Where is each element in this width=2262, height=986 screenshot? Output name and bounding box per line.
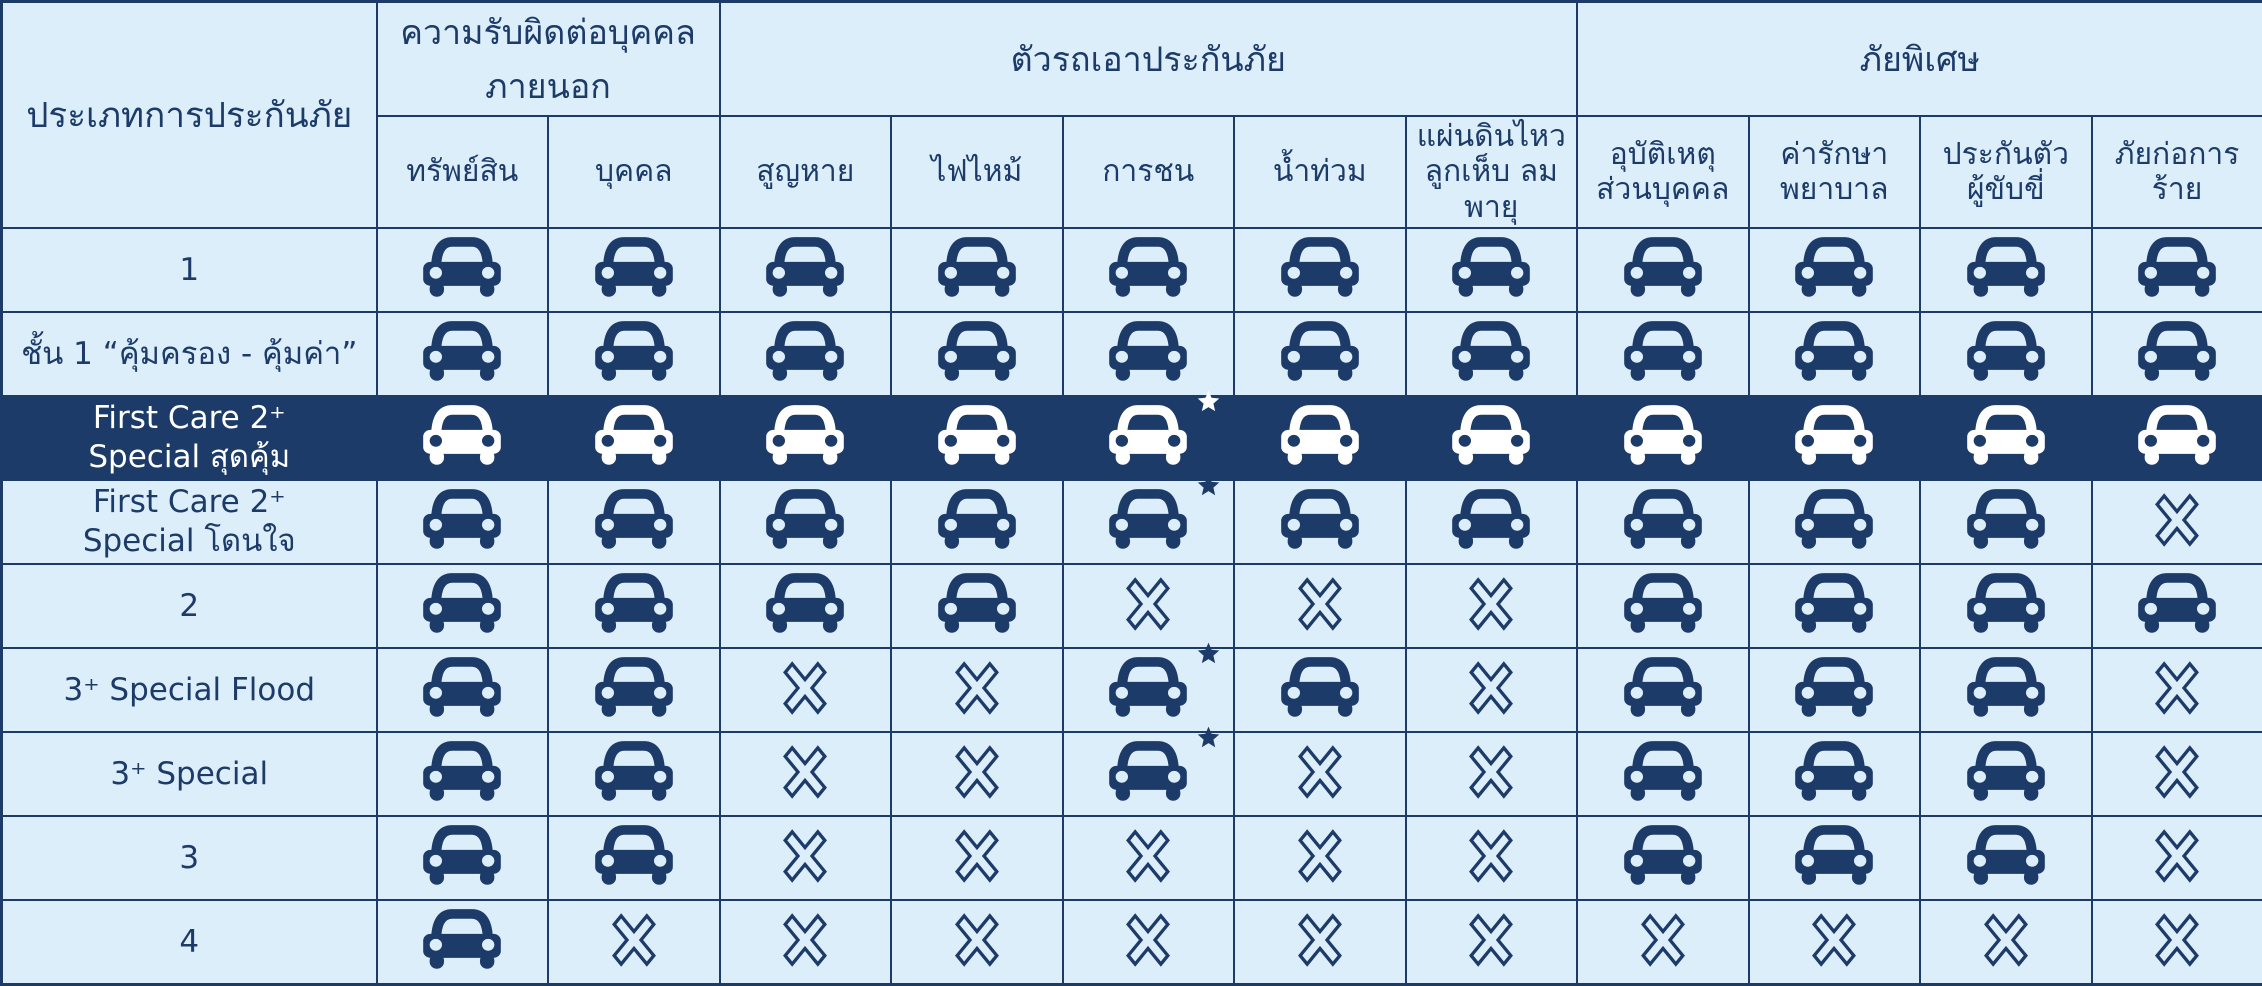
car-icon: [2131, 567, 2223, 641]
car-icon: [1102, 315, 1194, 389]
cross-icon: [1463, 654, 1519, 722]
cross-icon: [2149, 654, 2205, 722]
coverage-cell: [891, 480, 1063, 564]
row-label: [2, 900, 377, 985]
coverage-cell: [1234, 228, 1406, 312]
coverage-cell: [548, 648, 720, 732]
car-icon: [931, 483, 1023, 557]
coverage-cell: [1406, 396, 1578, 480]
coverage-cell: [1063, 648, 1235, 732]
coverage-cell: [1406, 648, 1578, 732]
column-header-line: อุบัติเหตุ: [1580, 137, 1746, 172]
coverage-cell: [1234, 900, 1406, 985]
car-icon: [1788, 651, 1880, 725]
car-icon: [1274, 231, 1366, 305]
coverage-cell: [2092, 732, 2262, 816]
coverage-cell: [2092, 900, 2262, 985]
row-label: [2, 648, 377, 732]
car-icon: [588, 315, 680, 389]
cross-icon: [949, 654, 1005, 722]
table-row: [2, 396, 2262, 480]
coverage-cell: [2092, 312, 2262, 396]
column-header-6: [1406, 116, 1578, 228]
coverage-cell: [1749, 900, 1921, 985]
coverage-cell: [1749, 480, 1921, 564]
column-header-10: [2092, 116, 2262, 228]
coverage-cell: [891, 396, 1063, 480]
star-icon: [1196, 389, 1221, 414]
coverage-cell: [1577, 564, 1749, 648]
car-icon: [931, 567, 1023, 641]
coverage-cell: [891, 732, 1063, 816]
coverage-cell: [377, 312, 549, 396]
coverage-cell: [1406, 312, 1578, 396]
coverage-cell: [1577, 648, 1749, 732]
cross-icon: [1978, 906, 2034, 974]
cross-icon: [1463, 570, 1519, 638]
coverage-cell: [548, 480, 720, 564]
car-icon: [416, 819, 508, 893]
coverage-cell: [891, 900, 1063, 985]
column-header-0: [377, 116, 549, 228]
coverage-cell: [377, 732, 549, 816]
car-icon: [1788, 399, 1880, 473]
column-header-line: พยาบาล: [1752, 172, 1918, 207]
coverage-cell: [1063, 564, 1235, 648]
car-icon: [2131, 399, 2223, 473]
column-header-line: ทรัพย์สิน: [380, 154, 546, 189]
cross-icon: [1120, 570, 1176, 638]
row-label: [2, 816, 377, 900]
table-row: [2, 648, 2262, 732]
car-icon: [1788, 735, 1880, 809]
coverage-cell: [548, 732, 720, 816]
car-icon: [416, 399, 508, 473]
coverage-cell: [720, 564, 892, 648]
coverage-cell: [1920, 900, 2092, 985]
coverage-cell: [1063, 312, 1235, 396]
row-label-line: 3⁺ Special Flood: [5, 671, 374, 710]
car-icon: [416, 903, 508, 977]
row-label: [2, 732, 377, 816]
cross-icon: [1806, 906, 1862, 974]
column-header-line: ค่ารักษา: [1752, 137, 1918, 172]
car-icon: [1617, 399, 1709, 473]
coverage-cell: [1234, 396, 1406, 480]
car-icon: [1960, 315, 2052, 389]
cross-icon: [1292, 738, 1348, 806]
coverage-cell: [1920, 816, 2092, 900]
cross-icon: [949, 906, 1005, 974]
column-header-8: [1749, 116, 1921, 228]
car-icon: [1617, 651, 1709, 725]
row-label-line: Special โดนใจ: [5, 522, 374, 561]
coverage-cell: [1406, 732, 1578, 816]
car-icon: [588, 483, 680, 557]
car-icon: [1445, 315, 1537, 389]
coverage-cell: [1063, 732, 1235, 816]
group-header-third-party-liability: ความรับผิดต่อบุคคลภายนอก: [377, 2, 720, 117]
coverage-cell: [1749, 816, 1921, 900]
car-icon: [1960, 651, 2052, 725]
column-header-1: [548, 116, 720, 228]
coverage-cell: [1063, 228, 1235, 312]
coverage-cell: [891, 564, 1063, 648]
car-icon: [1960, 399, 2052, 473]
cross-icon: [2149, 906, 2205, 974]
row-label: [2, 228, 377, 312]
table-row: [2, 900, 2262, 985]
coverage-cell: [1920, 564, 2092, 648]
car-icon: [1617, 483, 1709, 557]
cross-icon: [1120, 822, 1176, 890]
car-icon: [416, 735, 508, 809]
coverage-cell: [1406, 480, 1578, 564]
car-icon: [588, 819, 680, 893]
car-icon: [2131, 231, 2223, 305]
group-header-row: [2, 2, 2262, 117]
car-icon: [1960, 819, 2052, 893]
cross-icon: [1463, 822, 1519, 890]
coverage-cell: [548, 396, 720, 480]
cross-icon: [949, 738, 1005, 806]
row-label-line: 3: [5, 839, 374, 878]
coverage-cell: [1234, 816, 1406, 900]
coverage-cell: [548, 564, 720, 648]
coverage-cell: [1063, 900, 1235, 985]
row-label-line: 4: [5, 923, 374, 962]
car-with-star-icon: [1102, 483, 1194, 557]
column-header-line: ผู้ขับขี่: [1923, 172, 2089, 207]
coverage-cell: [1749, 648, 1921, 732]
coverage-cell: [2092, 228, 2262, 312]
row-label-line: 1: [5, 251, 374, 290]
car-icon: [931, 315, 1023, 389]
table-row: [2, 732, 2262, 816]
table-row: [2, 228, 2262, 312]
car-icon: [1788, 567, 1880, 641]
coverage-cell: [1749, 564, 1921, 648]
coverage-cell: [2092, 480, 2262, 564]
column-header-7: [1577, 116, 1749, 228]
car-icon: [1617, 735, 1709, 809]
table-row: [2, 564, 2262, 648]
cross-icon: [1635, 906, 1691, 974]
car-icon: [1960, 231, 2052, 305]
cross-icon: [777, 654, 833, 722]
car-icon: [1274, 483, 1366, 557]
column-header-line: สูญหาย: [723, 154, 889, 189]
car-icon: [588, 735, 680, 809]
coverage-cell: [1920, 396, 2092, 480]
coverage-cell: [1234, 312, 1406, 396]
column-header-9: [1920, 116, 2092, 228]
cross-icon: [2149, 486, 2205, 554]
row-label-line: Special สุดคุ้ม: [5, 438, 374, 477]
row-label: [2, 480, 377, 564]
cross-icon: [606, 906, 662, 974]
car-icon: [759, 567, 851, 641]
coverage-cell: [891, 312, 1063, 396]
coverage-cell: [1577, 228, 1749, 312]
car-icon: [1960, 735, 2052, 809]
coverage-cell: [1406, 816, 1578, 900]
coverage-cell: [720, 900, 892, 985]
car-icon: [759, 399, 851, 473]
car-with-star-icon: [1102, 735, 1194, 809]
cross-icon: [949, 822, 1005, 890]
cross-icon: [1292, 570, 1348, 638]
coverage-cell: [720, 228, 892, 312]
car-icon: [1788, 231, 1880, 305]
car-icon: [416, 315, 508, 389]
cross-icon: [2149, 822, 2205, 890]
column-header-line: ส่วนบุคคล: [1580, 172, 1746, 207]
coverage-cell: [720, 480, 892, 564]
column-header-line: การชน: [1066, 154, 1232, 189]
star-icon: [1196, 641, 1221, 666]
car-with-star-icon: [1102, 651, 1194, 725]
row-label: [2, 312, 377, 396]
column-header-line: แผ่นดินไหว: [1409, 119, 1575, 154]
car-icon: [759, 315, 851, 389]
cross-icon: [777, 822, 833, 890]
coverage-cell: [1920, 312, 2092, 396]
car-icon: [1617, 819, 1709, 893]
car-icon: [416, 483, 508, 557]
coverage-cell: [1920, 228, 2092, 312]
coverage-cell: [1577, 900, 1749, 985]
coverage-cell: [1920, 648, 2092, 732]
car-icon: [588, 567, 680, 641]
table-row: [2, 480, 2262, 564]
coverage-cell: [548, 228, 720, 312]
column-header-line: ประกันตัว: [1923, 137, 2089, 172]
car-icon: [1445, 399, 1537, 473]
cross-icon: [1463, 906, 1519, 974]
coverage-cell: [548, 816, 720, 900]
coverage-cell: [1577, 396, 1749, 480]
table-row: [2, 816, 2262, 900]
column-header-line: บุคคล: [551, 154, 717, 189]
car-icon: [1960, 567, 2052, 641]
cross-icon: [1292, 822, 1348, 890]
coverage-cell: [1406, 900, 1578, 985]
coverage-cell: [1234, 564, 1406, 648]
coverage-cell: [1749, 228, 1921, 312]
car-icon: [1788, 483, 1880, 557]
car-icon: [1445, 483, 1537, 557]
coverage-cell: [1234, 480, 1406, 564]
car-icon: [1445, 231, 1537, 305]
cross-icon: [2149, 738, 2205, 806]
coverage-cell: [377, 480, 549, 564]
coverage-cell: [377, 564, 549, 648]
column-header-5: [1234, 116, 1406, 228]
coverage-cell: [1234, 732, 1406, 816]
coverage-cell: [891, 648, 1063, 732]
column-header-3: [891, 116, 1063, 228]
coverage-cell: [1063, 396, 1235, 480]
cross-icon: [1463, 738, 1519, 806]
star-icon: [1196, 725, 1221, 750]
coverage-cell: [1749, 396, 1921, 480]
coverage-cell: [720, 816, 892, 900]
row-label-line: 3⁺ Special: [5, 755, 374, 794]
group-header-insured-vehicle: ตัวรถเอาประกันภัย: [720, 2, 1578, 117]
car-icon: [416, 651, 508, 725]
car-icon: [759, 231, 851, 305]
coverage-cell: [2092, 564, 2262, 648]
corner-header-insurance-type: ประเภทการประกันภัย: [2, 2, 377, 229]
car-icon: [1617, 567, 1709, 641]
car-icon: [931, 399, 1023, 473]
coverage-cell: [720, 396, 892, 480]
row-label-line: 2: [5, 587, 374, 626]
car-icon: [1617, 231, 1709, 305]
coverage-cell: [377, 816, 549, 900]
coverage-cell: [1749, 312, 1921, 396]
car-icon: [1960, 483, 2052, 557]
star-icon: [1196, 473, 1221, 498]
row-label-line: First Care 2⁺: [5, 399, 374, 438]
coverage-cell: [377, 648, 549, 732]
coverage-cell: [1406, 228, 1578, 312]
row-label: [2, 396, 377, 480]
coverage-cell: [1063, 816, 1235, 900]
car-icon: [1617, 315, 1709, 389]
car-icon: [416, 567, 508, 641]
coverage-cell: [377, 228, 549, 312]
cross-icon: [777, 906, 833, 974]
car-icon: [1102, 231, 1194, 305]
coverage-cell: [1406, 564, 1578, 648]
coverage-cell: [1920, 480, 2092, 564]
coverage-cell: [548, 312, 720, 396]
car-icon: [931, 231, 1023, 305]
car-icon: [1788, 315, 1880, 389]
coverage-cell: [548, 900, 720, 985]
car-icon: [2131, 315, 2223, 389]
column-header-line: ภัยก่อการร้าย: [2095, 137, 2260, 208]
column-header-line: น้ำท่วม: [1237, 154, 1403, 189]
coverage-cell: [1577, 480, 1749, 564]
coverage-cell: [377, 900, 549, 985]
car-icon: [1274, 399, 1366, 473]
row-label-line: First Care 2⁺: [5, 483, 374, 522]
cross-icon: [1292, 906, 1348, 974]
coverage-cell: [2092, 396, 2262, 480]
row-label: [2, 564, 377, 648]
car-icon: [1788, 819, 1880, 893]
car-icon: [759, 483, 851, 557]
group-header-special-perils: ภัยพิเศษ: [1577, 2, 2262, 117]
coverage-cell: [891, 816, 1063, 900]
column-header-4: [1063, 116, 1235, 228]
coverage-cell: [1063, 480, 1235, 564]
coverage-cell: [720, 732, 892, 816]
car-icon: [588, 399, 680, 473]
car-icon: [588, 651, 680, 725]
table-row: [2, 312, 2262, 396]
coverage-cell: [1749, 732, 1921, 816]
car-with-star-icon: [1102, 399, 1194, 473]
car-icon: [1274, 651, 1366, 725]
coverage-cell: [1577, 732, 1749, 816]
coverage-cell: [1234, 648, 1406, 732]
coverage-cell: [720, 312, 892, 396]
row-label-line: ชั้น 1 “คุ้มครอง - คุ้มค่า”: [5, 335, 374, 374]
column-header-line: ลูกเห็บ ลมพายุ: [1409, 154, 1575, 225]
car-icon: [1274, 315, 1366, 389]
car-icon: [588, 231, 680, 305]
car-icon: [416, 231, 508, 305]
coverage-cell: [1920, 732, 2092, 816]
coverage-cell: [1577, 312, 1749, 396]
cross-icon: [1120, 906, 1176, 974]
coverage-cell: [1577, 816, 1749, 900]
coverage-cell: [891, 228, 1063, 312]
coverage-cell: [720, 648, 892, 732]
coverage-cell: [377, 396, 549, 480]
table-body: [2, 228, 2262, 985]
cross-icon: [777, 738, 833, 806]
coverage-cell: [2092, 816, 2262, 900]
column-header-line: ไฟไหม้: [894, 154, 1060, 189]
column-header-2: [720, 116, 892, 228]
coverage-cell: [2092, 648, 2262, 732]
